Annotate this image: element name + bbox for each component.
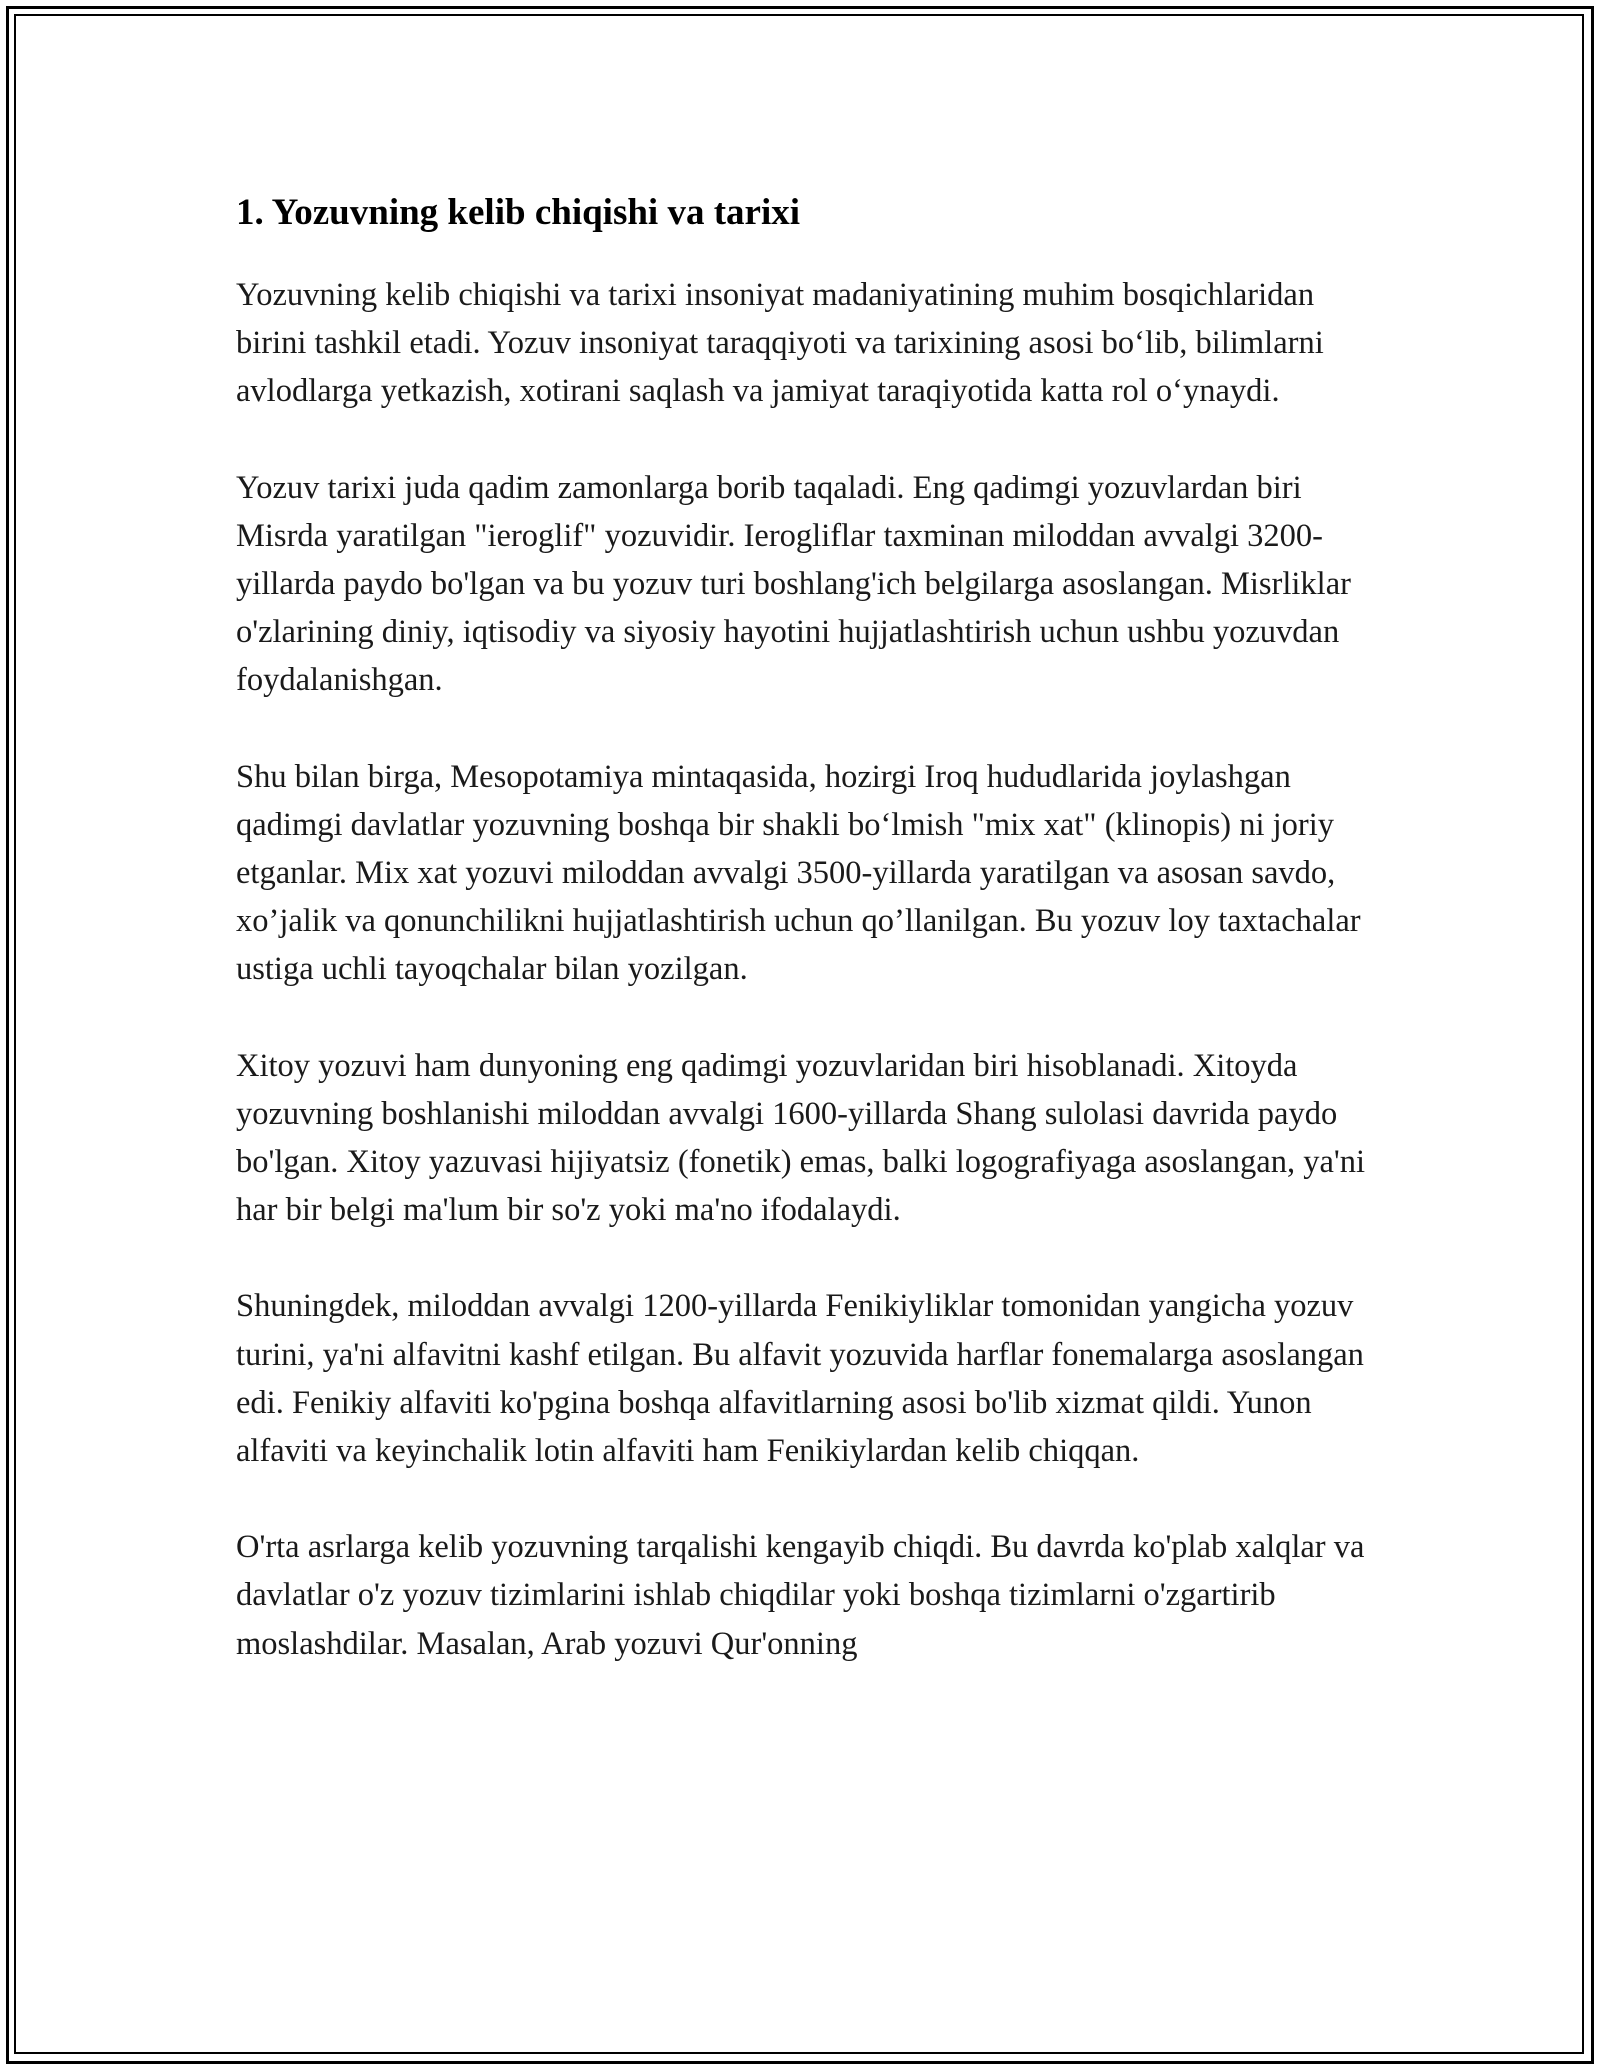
paragraph-3: Shu bilan birga, Mesopotamiya mintaqasida, hozirgi Iroq hududlarida joylashgan qadimgi davlatlar yozuvning boshqa bir shakli bo‘lmish "mix xat" (klinopis) ni joriy etganlar. Mix xat yozuvi miloddan avvalgi 3500-yillarda yaratilgan va asosan savdo, xo’jalik va qonunchilikni hujjatlashtirish uchun qo’llanilgan. Bu yozuv loy taxtachalar ustiga uchli tayoqchalar bilan yozilgan.	[236, 758, 1361, 988]
paragraph-5: Shuningdek, miloddan avvalgi 1200-yillarda Fenikiyliklar tomonidan yangicha yozuv turini, ya'ni alfavitni kashf etilgan. Bu alfavit yozuvida harflar fonemalarga asoslangan edi. Fenikiy alfaviti ko'pgina boshqa alfavitlarning asosi bo'lib xizmat qildi. Yunon alfaviti va keyinchalik lotin alfaviti ham Fenikiylardan kelib chiqqan.	[236, 1288, 1364, 1470]
paragraph-4: Xitoy yozuvi ham dunyoning eng qadimgi yozuvlaridan biri hisoblanadi. Xitoyda yozuvning boshlanishi miloddan avvalgi 1600-yillarda Shang sulolasi davrida paydo bo'lgan. Xitoy yazuvasi hijiyatsiz (fonetik) emas, balki logografiyaga asoslangan, ya'ni har bir belgi ma'lum bir so'z yoki ma'no ifodalaydi.	[236, 1047, 1366, 1229]
document-body	[236, 185, 1376, 1716]
paragraph-2: Yozuv tarixi juda qadim zamonlarga borib taqaladi. Eng qadimgi yozuvlardan biri Misrda yaratilgan "ieroglif" yozuvidir. Ierogliflar taxminan miloddan avvalgi 3200-yillarda paydo bo'lgan va bu yozuv turi boshlang'ich belgilarga asoslangan. Misrliklar o'zlarining diniy, iqtisodiy va siyosiy hayotini hujjatlashtirish uchun ushbu yozuvdan foydalanishgan.	[236, 469, 1351, 699]
paragraph-1: Yozuvning kelib chiqishi va tarixi insoniyat madaniyatining muhim bosqichlaridan birini tashkil etadi. Yozuv insoniyat taraqqiyoti va tarixining asosi bo‘lib, bilimlarni avlodlarga yetkazish, xotirani saqlash va jamiyat taraqiyotida katta rol o‘ynaydi.	[236, 277, 1324, 410]
section-heading: 1. Yozuvning kelib chiqishi va tarixi	[236, 192, 801, 233]
paragraph-6: O'rta asrlarga kelib yozuvning tarqalishi kengayib chiqdi. Bu davrda ko'plab xalqlar va davlatlar o'z yozuv tizimlarini ishlab chiqdilar yoki boshqa tizimlarni o'zgartirib moslashdilar. Masalan, Arab yozuvi Qur'onning	[236, 1529, 1365, 1662]
